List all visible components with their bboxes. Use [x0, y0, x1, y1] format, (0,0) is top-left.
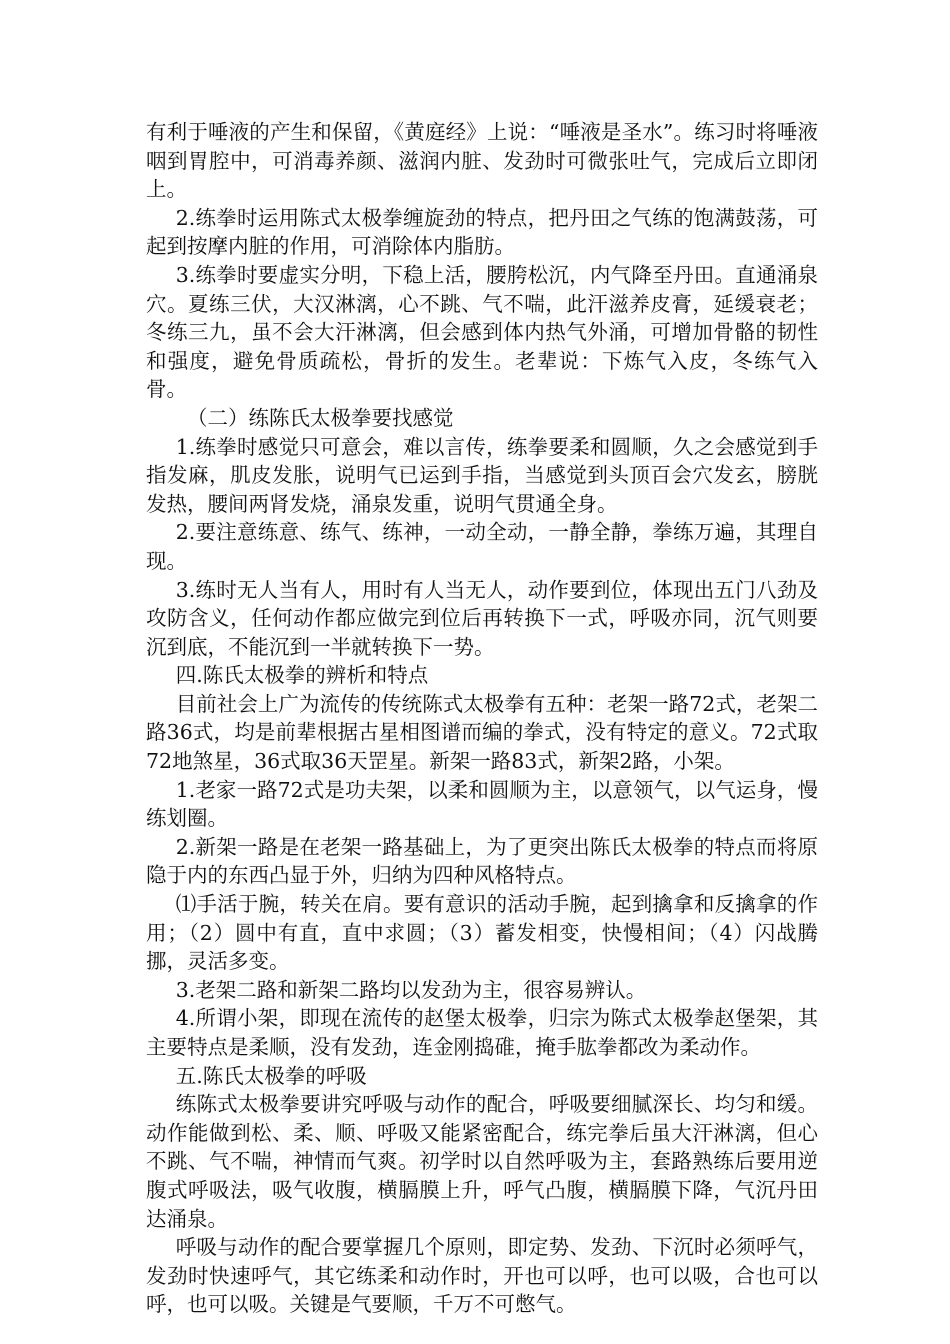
paragraph-item-2: 2.练拳时运用陈式太极拳缠旋劲的特点，把丹田之气练的饱满鼓荡，可起到按摩内脏的作用，可消除体内脂肪。 [146, 205, 818, 259]
paragraph-feeling-3: 3.练时无人当有人，用时有人当无人，动作要到位，体现出五门八劲及攻防含义，任何动作都应做完到位后再转换下一式，呼吸亦同，沉气则要沉到底，不能沉到一半就转换下一势。 [146, 577, 818, 659]
paragraph-laojia-1: 1.老家一路72式是功夫架，以柔和圆顺为主，以意领气，以气运身，慢练划圈。 [146, 777, 818, 831]
paragraph-feeling-2: 2.要注意练意、练气、练神，一动全动，一静全静，拳练万遍，其理自现。 [146, 520, 818, 573]
paragraph-item-3: 3.练拳时要虚实分明，下稳上活，腰胯松沉，内气降至丹田。直通涌泉穴。夏练三伏，大汉淋漓，心不跳、气不喘，此汗滋养皮膏，延缓衰老；冬练三九，虽不会大汗淋漓，但会感到体内热气外涌，可增加骨骼的韧性和强度，避免骨质疏松，骨折的发生。老辈说：下炼气入皮，冬练气入骨。 [146, 262, 818, 402]
paragraph-xinjia-1: 2.新架一路是在老架一路基础上，为了更突出陈氏太极拳的特点而将原隐于内的东西凸显于外，归纳为四种风格特点。 [146, 834, 818, 888]
paragraph-overview: 目前社会上广为流传的传统陈式太极拳有五种：老架一路72式，老架二路36式，均是前辈根据古星相图谱而编的拳式，没有特定的意义。72式取72地煞星，36式取36天罡星。新架一路83式，新架2路，小架。 [146, 691, 818, 774]
paragraph-breathing-1: 练陈式太极拳要讲究呼吸与动作的配合，呼吸要细腻深长、均匀和缓。动作能做到松、柔、顺、呼吸又能紧密配合，练完拳后虽大汗淋漓，但心不跳、气不喘，神情而气爽。初学时以自然呼吸为主，套路熟练后要用逆腹式呼吸法，吸气收腹，横膈膜上升，呼气凸腹，横膈膜下降，气沉丹田达涌泉。 [146, 1092, 818, 1231]
document-body [146, 118, 818, 1319]
section-heading-2: （二）练陈氏太极拳要找感觉 [187, 405, 454, 430]
paragraph-breathing-2: 呼吸与动作的配合要掌握几个原则，即定势、发劲、下沉时必须呼气，发劲时快速呼气，其它练柔和动作时，开也可以呼，也可以吸，合也可以呼，也可以吸。关键是气要顺，千万不可憋气。 [146, 1235, 818, 1317]
section-heading-5: 五.陈氏太极拳的呼吸 [175, 1063, 367, 1088]
paragraph-continuation: 有利于唾液的产生和保留，《黄庭经》上说：“唾液是圣水”。练习时将唾液咽到胃腔中，可消毒养颜、滋润内脏、发劲时可微张吐气，完成后立即闭上。 [146, 120, 818, 202]
paragraph-feeling-1: 1.练拳时感觉只可意会，难以言传，练拳要柔和圆顺，久之会感觉到手指发麻，肌皮发胀，说明气已运到手指，当感觉到头顶百会穴发玄，膀胱发热，腰间两肾发烧，涌泉发重，说明气贯通全身。 [146, 434, 818, 516]
section-heading-4: 四.陈氏太极拳的辨析和特点 [175, 663, 429, 688]
paragraph-xiaojia: 4.所谓小架，即现在流传的赵堡太极拳，归宗为陈式太极拳赵堡架，其主要特点是柔顺，没有发劲，连金刚捣碓，掩手肱拳都改为柔动作。 [146, 1006, 818, 1059]
paragraph-features: ⑴手活于腕，转关在肩。要有意识的活动手腕，起到擒拿和反擒拿的作用；（2）圆中有直，直中求圆；（3）蓄发相变，快慢相间；（4）闪战腾挪，灵活多变。 [146, 892, 818, 974]
paragraph-erlu: 3.老架二路和新架二路均以发劲为主，很容易辨认。 [175, 977, 647, 1002]
